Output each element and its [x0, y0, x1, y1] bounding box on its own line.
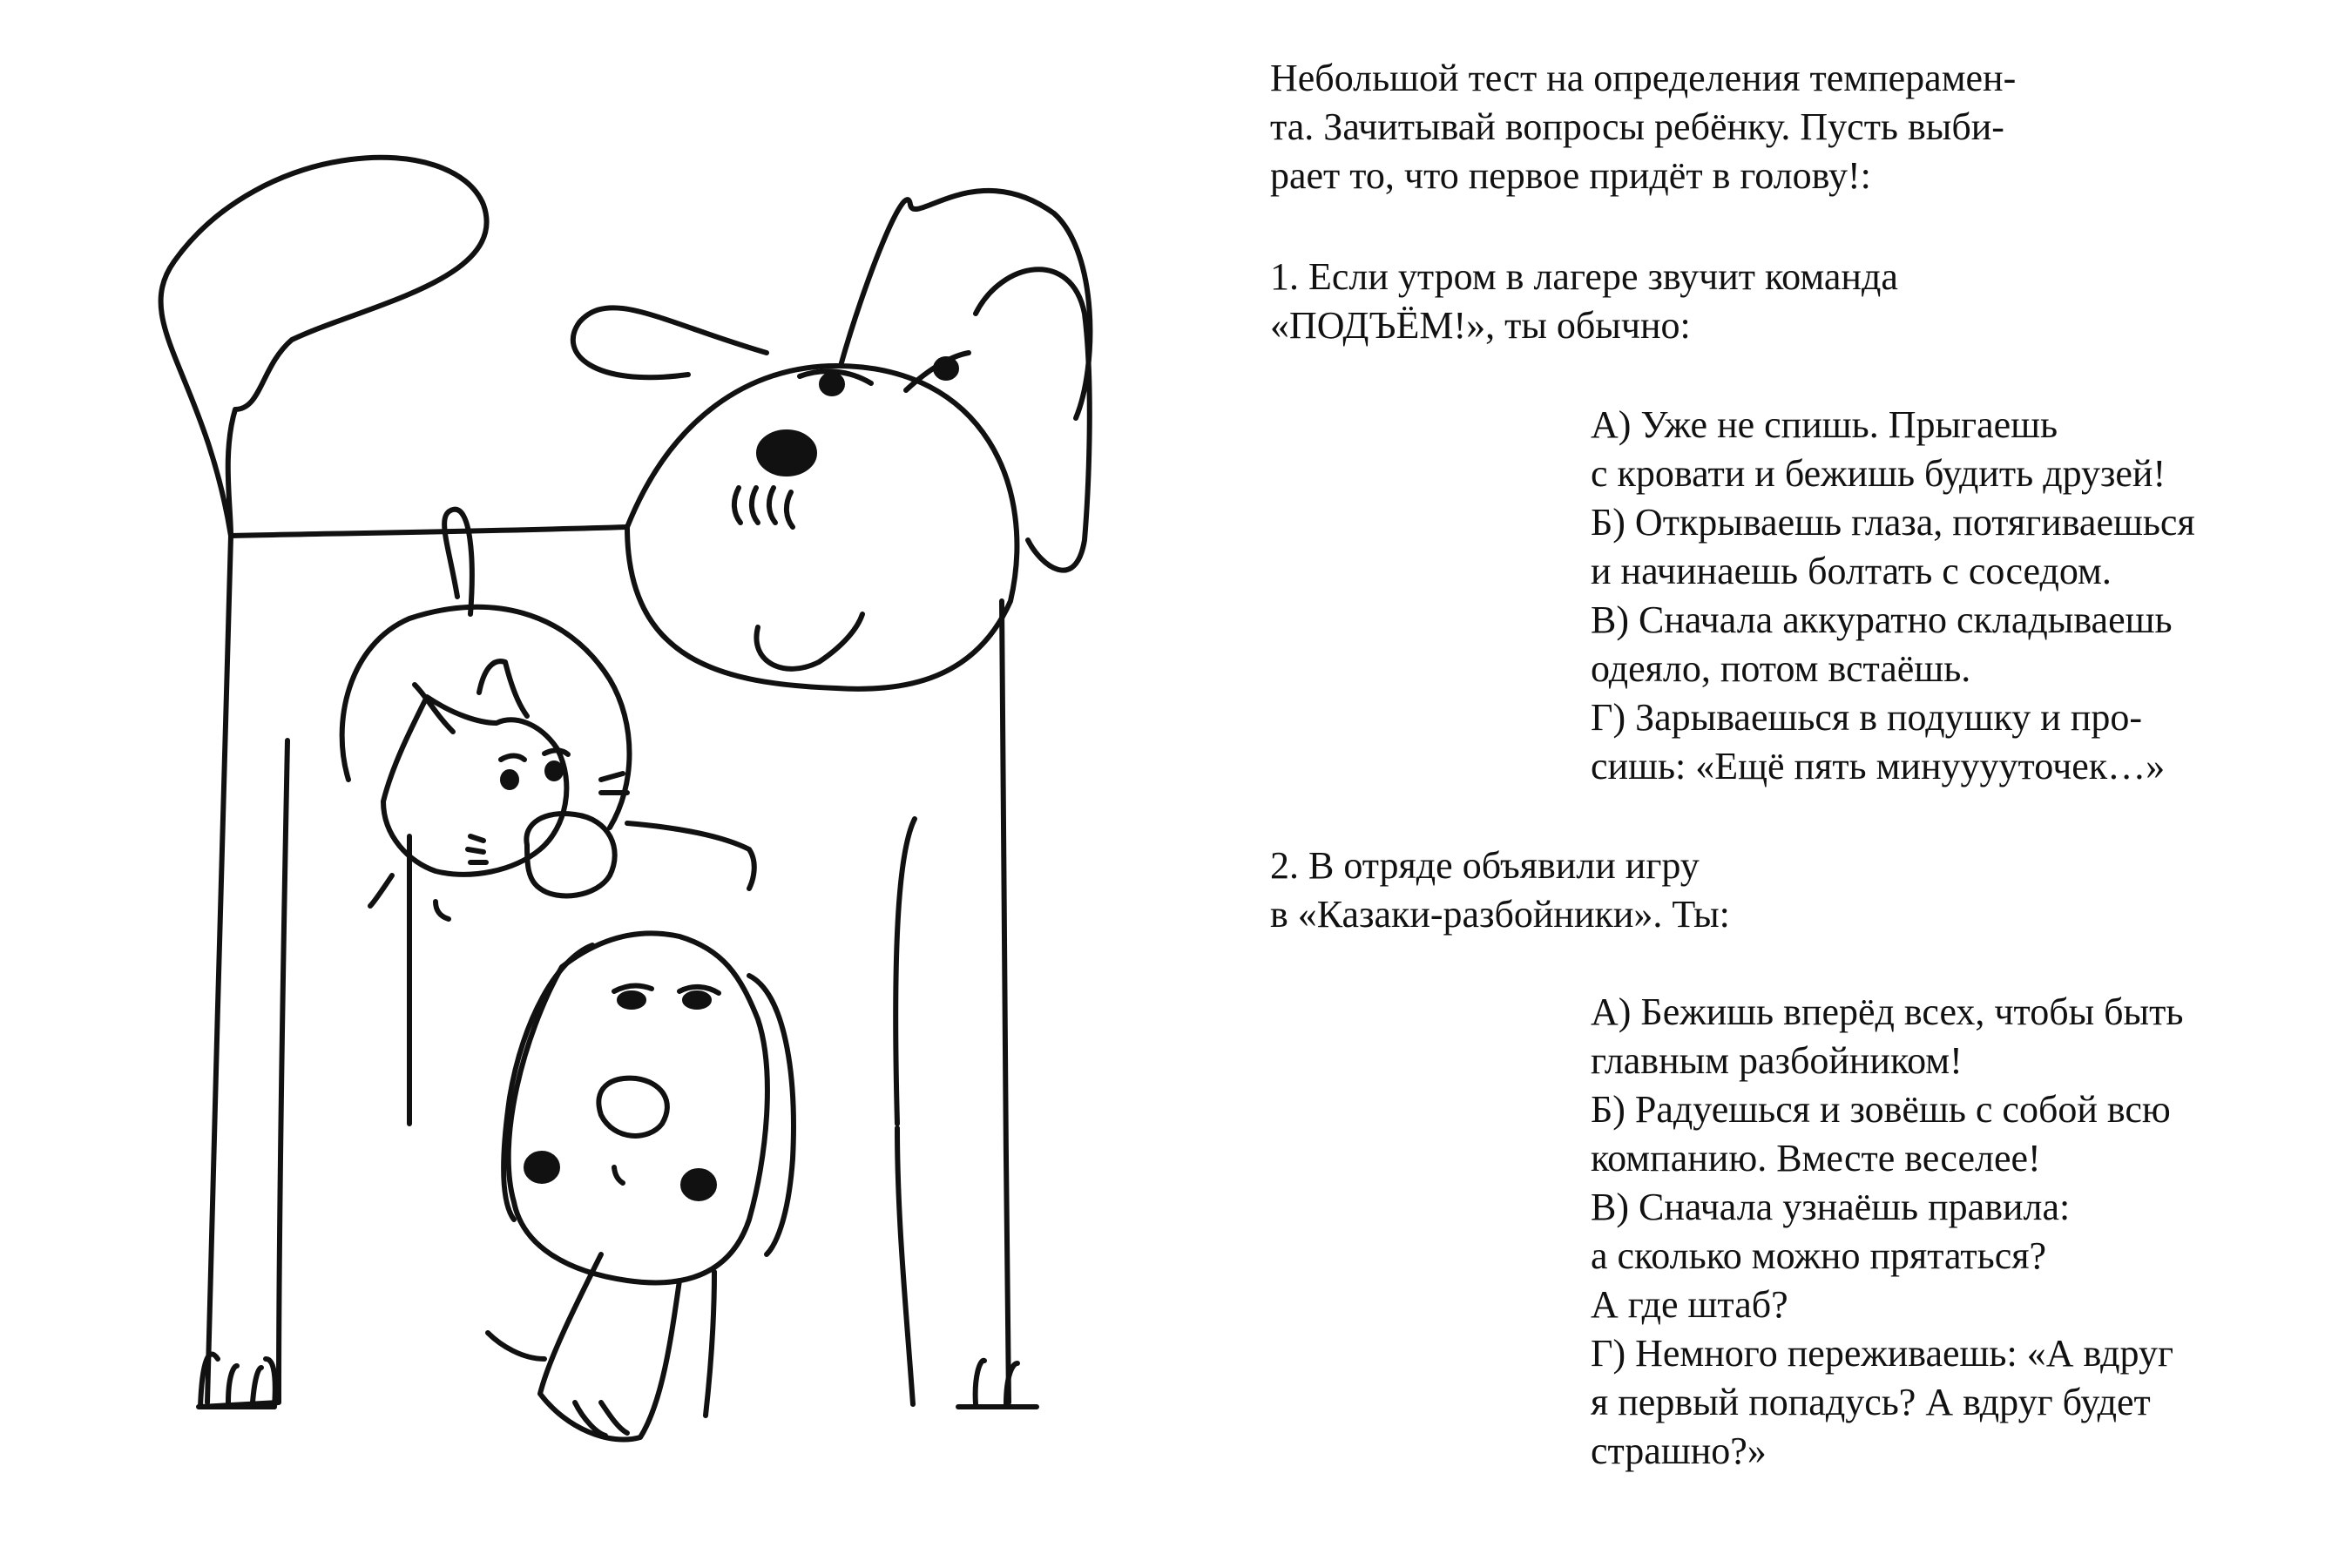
big-dog-eye-left — [821, 375, 842, 394]
option-line: и начинаешь болтать с соседом. — [1591, 550, 2112, 592]
option-line: одеяло, потом встаёшь. — [1591, 647, 1971, 690]
option-line: А) Бежишь вперёд всех, чтобы быть — [1591, 990, 2184, 1033]
puppy-tail — [488, 1333, 544, 1359]
puppy — [488, 933, 794, 1439]
question-2-line: в «Казаки-разбойники». Ты: — [1270, 893, 1730, 936]
cat — [342, 607, 754, 919]
question-1 — [1270, 253, 1898, 350]
big-dog-tail — [161, 158, 487, 536]
cat-muzzle — [526, 814, 614, 896]
option-line: я первый попадусь? А вдруг будет — [1591, 1381, 2151, 1423]
big-dog-front-paw — [958, 1361, 1037, 1407]
cat-eye-right — [547, 763, 561, 779]
big-dog-back-leg — [207, 536, 231, 1402]
question-2 — [1270, 841, 1730, 939]
intro-line: Небольшой тест на определения темперамен- — [1270, 57, 2017, 99]
option-line: сишь: «Ещё пять минууууточек…» — [1591, 745, 2166, 787]
intro-line: рает то, что первое придёт в голову!: — [1270, 154, 1871, 197]
big-dog-nose — [759, 432, 814, 474]
option-line: с кровати и бежишь будить друзей! — [1591, 452, 2166, 495]
question-1-options — [1591, 401, 2195, 791]
option-line: В) Сначала аккуратно складываешь — [1591, 598, 2173, 641]
big-dog-ear-left — [573, 308, 767, 377]
puppy-eye-left — [619, 993, 644, 1007]
option-line: главным разбойником! — [1591, 1039, 1963, 1082]
big-dog-ear-right — [976, 269, 1090, 570]
option-line: страшно?» — [1591, 1429, 1767, 1472]
puppy-cheek-right — [683, 1171, 714, 1199]
intro-text — [1270, 54, 2016, 200]
puppy-mouth — [614, 1167, 623, 1183]
big-dog-back — [231, 527, 627, 536]
big-dog-smile — [756, 614, 862, 669]
big-dog-collar — [444, 510, 472, 614]
big-dog-head — [627, 366, 1017, 689]
cat-eye-left — [503, 772, 517, 787]
intro-line: та. Зачитывай вопросы ребёнку. Пусть выби- — [1270, 105, 2004, 148]
puppy-cheek-left — [526, 1153, 558, 1181]
puppy-nose — [598, 1078, 666, 1136]
option-line: А где штаб? — [1591, 1283, 1788, 1326]
big-dog-front-leg — [1002, 601, 1009, 1402]
option-line: Г) Немного переживаешь: «А вдруг — [1591, 1332, 2174, 1375]
question-1-line: 1. Если утром в лагере звучит команда — [1270, 255, 1898, 298]
big-dog-ear-top — [841, 191, 1090, 418]
big-dog-back-paw-toes — [228, 1366, 261, 1402]
option-line: компанию. Вместе веселее! — [1591, 1137, 2041, 1179]
question-1-line: «ПОДЪЁМ!», ты обычно: — [1270, 304, 1691, 347]
big-dog-whiskers — [734, 488, 793, 527]
cat-neck-line — [627, 823, 754, 889]
big-dog-eye-right — [936, 359, 956, 378]
option-line: Б) Открываешь глаза, потягиваешься — [1591, 501, 2195, 544]
puppy-eye-right — [685, 993, 709, 1007]
option-line: Б) Радуешься и зовёшь с собой всю — [1591, 1088, 2171, 1131]
option-line: а сколько можно прятаться? — [1591, 1234, 2047, 1277]
question-2-options — [1591, 988, 2183, 1476]
option-line: Г) Зарываешься в подушку и про- — [1591, 696, 2143, 739]
option-line: В) Сначала узнаёшь правила: — [1591, 1186, 2071, 1228]
puppy-body — [706, 1272, 714, 1416]
big-dog-inner-leg — [897, 1128, 913, 1404]
option-line: А) Уже не спишь. Прыгаешь — [1591, 403, 2058, 446]
question-2-line: 2. В отряде объявили игру — [1270, 844, 1700, 887]
